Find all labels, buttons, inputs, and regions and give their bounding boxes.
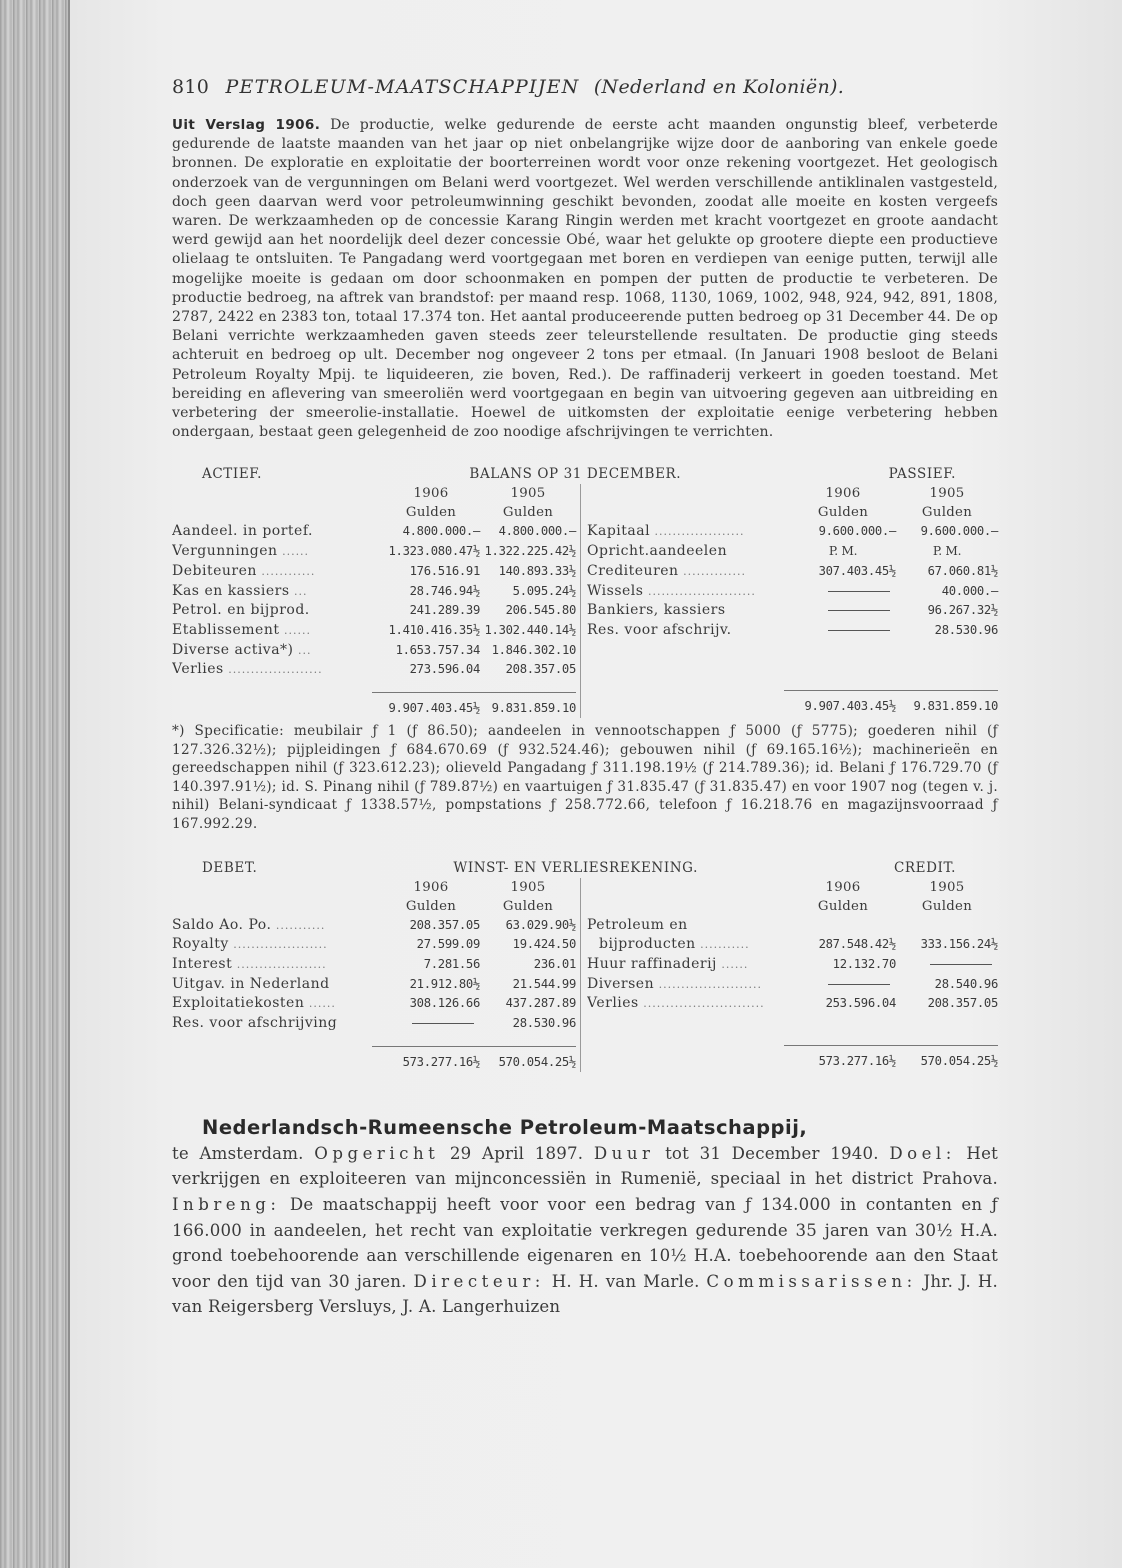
balance-title: BALANS OP 31 DECEMBER. xyxy=(469,466,682,483)
credit-rows xyxy=(587,916,998,1015)
value-1906: 7.281.56 xyxy=(423,957,481,972)
value-1905: 28.530.96 xyxy=(512,1016,577,1031)
value-1905: 28.530.96 xyxy=(934,622,998,637)
value-1905: 140.893.33½ xyxy=(498,563,577,578)
company-seat: te Amsterdam. xyxy=(172,1143,304,1163)
value-1906: 241.289.39 xyxy=(409,603,481,618)
total-rule xyxy=(784,690,998,691)
leader-dots: .................... xyxy=(232,958,327,972)
table-row xyxy=(587,975,998,995)
leader-dots: .................... xyxy=(650,525,745,539)
total-rule xyxy=(372,692,576,693)
row-label: Exploitatiekosten ...... xyxy=(172,995,336,1012)
header-row xyxy=(172,878,576,897)
assets-column xyxy=(172,484,580,718)
header-row xyxy=(587,484,998,503)
value-1906: 28.746.94½ xyxy=(409,583,481,598)
unit-header: Gulden xyxy=(502,898,554,914)
unit-row xyxy=(587,897,998,916)
leader-dots: ... xyxy=(289,584,308,598)
pl-title: WINST- EN VERLIESREKENING. xyxy=(453,859,698,876)
table-row xyxy=(172,601,576,621)
unit-header: Gulden xyxy=(921,505,973,521)
leader-dots: ..................... xyxy=(228,938,328,952)
page-content xyxy=(172,76,998,1320)
credit-total-row xyxy=(587,1052,998,1071)
value-1906: 273.596.04 xyxy=(409,662,481,677)
liabilities-column xyxy=(580,484,998,718)
leader-dots: ........... xyxy=(695,938,750,952)
value-1906: 208.357.05 xyxy=(409,917,481,932)
footnote-specification: *) Specificatie: meubilair ƒ 1 (ƒ 86.50); aandeelen in vennootschappen ƒ 5000 (ƒ 5775); goederen nihil (ƒ 127.326.32½); pijpleidingen ƒ 684.670.69 (ƒ 932.524.46); gebouwen nihil (ƒ 69.165.16½); machinerieën en gereedschappen nihil (ƒ 323.612.23); olieveld Pangadang ƒ 311.198.19½ (ƒ 214.789.36); id. Belani ƒ 176.729.70 (ƒ 140.397.91½); id. S. Pinang nihil (ƒ 789.87½) en vaartuigen ƒ 31.835.47 (ƒ 31.835.47) en voor 1907 nog (tegen v. j. nihil) Belani-syndicaat ƒ 1338.57½, pompstations ƒ 258.772.66, telefoon ƒ 16.218.76 en magazijnsvoorraad ƒ 167.992.29. xyxy=(172,723,998,833)
balance-left-caption: ACTIEF. xyxy=(202,466,263,483)
table-row xyxy=(172,1014,576,1034)
year-header: 1905 xyxy=(929,486,965,502)
value-1906 xyxy=(790,621,896,640)
row-label: Saldo Ao. Po. ........... xyxy=(172,916,326,933)
value-1906 xyxy=(790,601,896,620)
value-1906: 253.596.04 xyxy=(825,996,896,1011)
row-label: Wissels ........................ xyxy=(587,582,756,599)
value-1905: 1.322.225.42½ xyxy=(484,544,577,559)
liabilities-total-row xyxy=(587,697,998,716)
total-1906: 573.277.16½ xyxy=(402,1054,481,1069)
row-label: Res. voor afschrijv. xyxy=(587,621,732,638)
total-rule xyxy=(372,1046,576,1047)
contribution-label: Inbreng: xyxy=(172,1195,281,1215)
unit-header: Gulden xyxy=(921,898,973,914)
nil-dash xyxy=(828,630,890,631)
debit-rows xyxy=(172,916,576,1034)
director-value: H. H. van Marle. xyxy=(551,1271,700,1291)
leader-dots: ....................... xyxy=(654,977,763,991)
balance-caption xyxy=(172,466,998,482)
running-title: PETROLEUM-MAATSCHAPPIJEN xyxy=(225,76,580,98)
value-1905: 1.846.302.10 xyxy=(491,642,577,657)
value-1905: 333.156.24½ xyxy=(920,937,998,952)
table-row xyxy=(587,542,998,562)
row-label: Debiteuren ............ xyxy=(172,562,316,579)
value-1905: 40.000.— xyxy=(941,583,998,598)
pl-right-caption: CREDIT. xyxy=(893,859,956,876)
duration-label: Duur xyxy=(593,1143,655,1163)
table-row xyxy=(587,522,998,542)
total-1905: 9.831.859.10 xyxy=(491,701,577,716)
total-1906: 573.277.16½ xyxy=(818,1053,896,1068)
value-1905: 208.357.05 xyxy=(927,996,998,1011)
table-row xyxy=(587,601,998,621)
value-1905: 19.424.50 xyxy=(512,937,577,952)
unit-header: Gulden xyxy=(502,505,554,521)
pl-caption xyxy=(172,860,998,876)
value-1905: 63.029.90½ xyxy=(505,917,577,932)
header-row xyxy=(172,484,576,503)
value-1906 xyxy=(790,582,896,601)
asset-rows xyxy=(172,522,576,680)
liability-rows xyxy=(587,522,998,640)
unit-header: Gulden xyxy=(405,898,457,914)
year-header: 1906 xyxy=(825,486,861,502)
value-1906: 27.599.09 xyxy=(416,937,481,952)
table-row xyxy=(172,975,576,995)
value-1906: 9.600.000.— xyxy=(818,524,896,539)
value-1905: 21.544.99 xyxy=(512,976,577,991)
value-1906: 21.912.80½ xyxy=(409,976,481,991)
table-row xyxy=(587,935,998,955)
row-label: Uitgav. in Nederland xyxy=(172,975,330,992)
table-row xyxy=(172,641,576,661)
company-heading: Nederlandsch-Rumeensche Petroleum-Maatschappij, xyxy=(202,1115,808,1139)
table-row xyxy=(172,935,576,955)
year-header: 1905 xyxy=(510,879,546,895)
leader-dots: ........................ xyxy=(643,584,756,598)
value-1906: 308.126.66 xyxy=(409,996,481,1011)
table-row xyxy=(172,994,576,1014)
founded-date: 29 April 1897. xyxy=(449,1143,584,1163)
value-1906: 1.653.757.34 xyxy=(395,642,481,657)
value-1905: 5.095.24½ xyxy=(512,583,577,598)
row-label: bijproducten ........... xyxy=(599,936,750,953)
running-subtitle: (Nederland en Koloniën). xyxy=(593,76,845,98)
table-row xyxy=(172,916,576,936)
contribution-value: De maatschappij heeft voor voor een bedrag van ƒ 134.000 in contanten en ƒ 166.000 in aandeelen, het recht van exploitatie verkregen gedurende 35 jaren van 30½ H.A. grond toebehoorende aan verschillende eigenaren en 10½ H.A. toebehoorende aan den Staat voor den tijd van 30 jaren. xyxy=(172,1195,998,1291)
value-1906 xyxy=(790,975,896,994)
report-paragraph xyxy=(172,116,998,442)
year-header: 1906 xyxy=(825,879,861,895)
table-row xyxy=(172,955,576,975)
book-page-edge xyxy=(0,0,70,1568)
table-row xyxy=(172,542,576,562)
row-label: Kas en kassiers ... xyxy=(172,582,308,599)
total-1905: 9.831.859.10 xyxy=(913,699,998,714)
value-1905: 96.267.32½ xyxy=(927,603,998,618)
debit-column xyxy=(172,878,580,1072)
row-label: Etablissement ...... xyxy=(172,621,311,638)
commissioners-value: Jhr. J. H. van Reigersberg Versluys, J. A. Langerhuizen xyxy=(172,1271,998,1317)
page-number: 810 xyxy=(172,76,210,98)
purpose-label: Doel: xyxy=(889,1143,956,1163)
table-row xyxy=(172,562,576,582)
balance-sheet xyxy=(172,466,998,718)
founded-label: Opgericht xyxy=(314,1143,440,1163)
running-head xyxy=(172,76,998,98)
table-row xyxy=(172,522,576,542)
value-1906: 176.516.91 xyxy=(409,563,481,578)
row-label: Petroleum en xyxy=(587,916,688,933)
row-label: Royalty ..................... xyxy=(172,936,328,953)
value-1906 xyxy=(382,1014,480,1033)
nil-dash xyxy=(828,591,890,592)
table-row xyxy=(587,582,998,602)
header-row xyxy=(587,878,998,897)
table-row xyxy=(172,582,576,602)
total-1905: 570.054.25½ xyxy=(920,1053,998,1068)
unit-row xyxy=(172,503,576,522)
value-1906: 307.403.45½ xyxy=(818,563,896,578)
unit-header: Gulden xyxy=(817,898,869,914)
debit-total-row xyxy=(172,1053,576,1072)
unit-row xyxy=(172,897,576,916)
row-label: Crediteuren .............. xyxy=(587,562,747,579)
duration-value: tot 31 December 1940. xyxy=(665,1143,879,1163)
company-paragraph xyxy=(172,1141,998,1320)
commissioners-label: Commissarissen: xyxy=(706,1271,917,1291)
leader-dots: ........... xyxy=(271,918,326,932)
leader-dots: ............ xyxy=(256,564,316,578)
row-label: Opricht.aandeelen xyxy=(587,543,728,560)
table-row xyxy=(172,660,576,680)
row-label: Verlies ........................... xyxy=(587,995,765,1012)
table-row xyxy=(587,621,998,641)
leader-dots: ..................... xyxy=(223,663,323,677)
report-lead: Uit Verslag 1906. xyxy=(172,117,321,133)
credit-column xyxy=(580,878,998,1072)
value-1906: 4.800.000.— xyxy=(402,524,481,539)
year-header: 1905 xyxy=(510,486,546,502)
value-1905: 28.540.96 xyxy=(934,976,998,991)
nil-dash xyxy=(930,964,992,965)
unit-row xyxy=(587,503,998,522)
table-row xyxy=(587,994,998,1014)
row-label: Huur raffinaderij ...... xyxy=(587,956,749,973)
row-label: Diverse activa*) ... xyxy=(172,641,312,658)
row-label: Interest .................... xyxy=(172,956,327,973)
leader-dots: ...... xyxy=(304,997,336,1011)
director-label: Directeur: xyxy=(413,1271,545,1291)
leader-dots: ... xyxy=(293,643,312,657)
value-1905: 4.800.000.— xyxy=(498,524,577,539)
value-1905: P. M. xyxy=(932,544,962,559)
leader-dots: ........................... xyxy=(638,997,765,1011)
year-header: 1906 xyxy=(413,879,449,895)
unit-header: Gulden xyxy=(405,505,457,521)
nil-dash xyxy=(828,984,890,985)
purpose-value: Het verkrijgen en exploiteeren van mijnconcessiën in Rumenië, speciaal in het district Prahova. xyxy=(172,1143,998,1189)
table-row xyxy=(587,955,998,975)
value-1906: P. M. xyxy=(828,544,858,559)
value-1906: 1.323.080.47½ xyxy=(388,544,481,559)
value-1905: 206.545.80 xyxy=(505,603,577,618)
value-1905 xyxy=(896,955,998,974)
table-row xyxy=(587,916,998,936)
value-1905: 236.01 xyxy=(533,957,577,972)
unit-header: Gulden xyxy=(817,505,869,521)
profit-loss-account xyxy=(172,860,998,1072)
pl-left-caption: DEBET. xyxy=(202,859,258,876)
total-1905: 570.054.25½ xyxy=(498,1054,577,1069)
balance-body xyxy=(172,484,998,718)
total-1906: 9.907.403.45½ xyxy=(388,701,481,716)
row-label: Aandeel. in portef. xyxy=(172,523,313,540)
leader-dots: .............. xyxy=(678,564,747,578)
value-1905: 437.287.89 xyxy=(505,996,577,1011)
value-1905: 67.060.81½ xyxy=(927,563,998,578)
value-1905: 9.600.000.— xyxy=(920,524,998,539)
nil-dash xyxy=(412,1023,474,1024)
table-row xyxy=(587,562,998,582)
book-page xyxy=(70,0,1122,1568)
leader-dots: ...... xyxy=(279,623,311,637)
total-1906: 9.907.403.45½ xyxy=(804,699,896,714)
row-label: Bankiers, kassiers xyxy=(587,602,726,619)
leader-dots: ...... xyxy=(716,958,749,972)
total-rule xyxy=(784,1045,998,1046)
year-header: 1906 xyxy=(413,486,449,502)
value-1906: 287.548.42½ xyxy=(818,937,896,952)
pl-body xyxy=(172,878,998,1072)
row-label: Verlies ..................... xyxy=(172,661,323,678)
table-row xyxy=(172,621,576,641)
leader-dots: ...... xyxy=(277,545,310,559)
row-label: Diversen ....................... xyxy=(587,975,763,992)
year-header: 1905 xyxy=(929,879,965,895)
row-label: Petrol. en bijprod. xyxy=(172,602,310,619)
value-1906: 1.410.416.35½ xyxy=(388,622,481,637)
assets-total-row xyxy=(172,699,576,718)
nil-dash xyxy=(828,610,890,611)
value-1906: 12.132.70 xyxy=(832,957,896,972)
balance-right-caption: PASSIEF. xyxy=(888,466,956,483)
report-text: De productie, welke gedurende de eerste acht maanden ongunstig bleef, verbeterde gedurende de laatste maanden van het jaar op niet onbelangrijke wijze door de aanboring van enkele goede bronnen. De exploratie en exploitatie der boorterreinen wordt voor onze rekening voortgezet. Het geologisch onderzoek van de vergunningen om Belani werd voortgezet. Wel werden verschillende antiklinalen vastgesteld, doch geen daarvan werd voor petroleumwinning geschikt bevonden, zoodat alle moeite en kosten vergeefs waren. De werkzaamheden op de concessie Karang Ringin werden met kracht voortgezet en groote aandacht werd gewijd aan het noordelijk deel dezer concessie Obé, waar het gelukte op grootere diepte een productieve olielaag te ontsluiten. Te Pangadang werd voortgegaan met boren en verdiepen van eenige putten, terwijl alle mogelijke moeite is gedaan om door schoonmaken en pompen der putten de productie te verbeteren. De productie bedroeg, na aftrek van brandstof: per maand resp. 1068, 1130, 1069, 1002, 948, 924, 942, 891, 1808, 2787, 2422 en 2383 ton, totaal 17.374 ton. Het aantal produceerende putten bedroeg op 31 December 44. De op Belani verrichte werkzaamheden gaven steeds zeer teleurstellende resultaten. De productie ging steeds achteruit en bedroeg op ult. December nog ongeveer 2 tons per etmaal. (In Januari 1908 besloot de Belani Petroleum Royalty Mpij. te liquideeren, zie boven, Red.). De raffinaderij verkeert in goeden toestand. Met bereiding en aflevering van smeeroliën werd voortgegaan en begin van uitvoering gegeven aan uitbreiding en verbetering der smeerolie-installatie. Hoewel de uitkomsten der exploitatie eenige verbetering hebben ondergaan, bestaat geen gelegenheid de zoo noodige afschrijvingen te verrichten. xyxy=(172,117,999,441)
row-label: Kapitaal .................... xyxy=(587,523,745,540)
value-1905: 208.357.05 xyxy=(505,662,577,677)
value-1905: 1.302.440.14½ xyxy=(484,622,577,637)
row-label: Vergunningen ...... xyxy=(172,543,310,560)
row-label: Res. voor afschrijving xyxy=(172,1015,338,1032)
